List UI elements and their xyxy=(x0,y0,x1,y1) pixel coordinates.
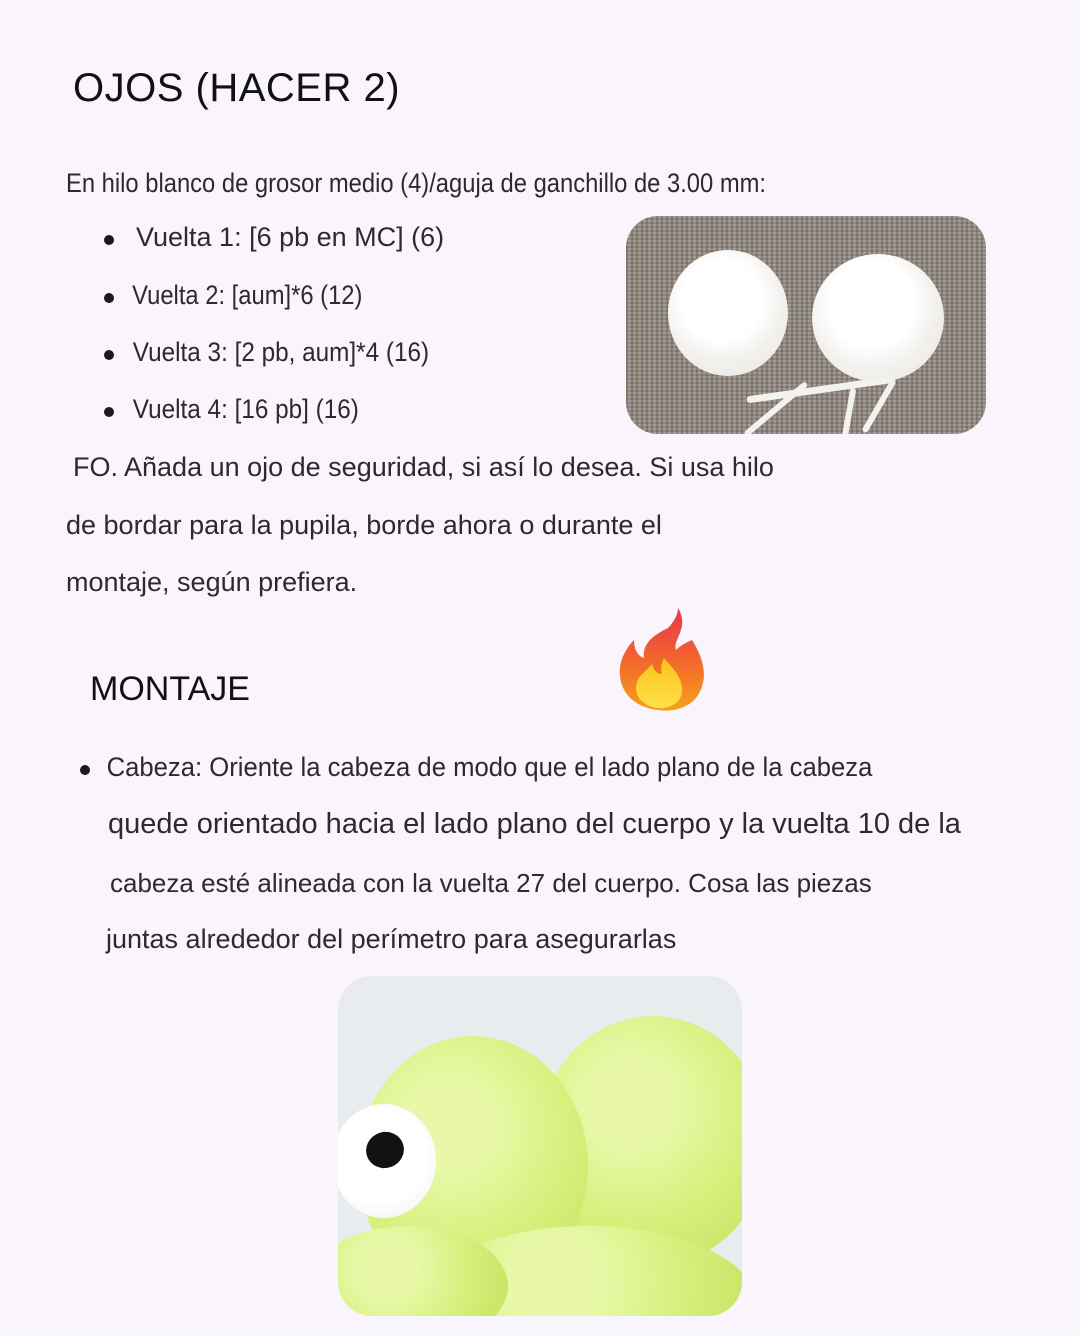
round-list-item xyxy=(104,222,444,253)
green-frog-amigurumi-photo xyxy=(338,976,742,1316)
yarn-tail xyxy=(842,388,857,434)
assembly-text: Cabeza: Oriente la cabeza de modo que el lado plano de la cabeza xyxy=(106,752,873,782)
round-list-item xyxy=(104,337,465,368)
finish-line: montaje, según prefiera. xyxy=(66,567,358,597)
assembly-section-title: MONTAJE xyxy=(90,670,250,708)
round-text: Vuelta 3: [2 pb, aum]*4 (16) xyxy=(132,337,430,367)
eyes-materials-intro: En hilo blanco de grosor medio (4)/aguja de ganchillo de 3.00 mm: xyxy=(66,168,767,198)
round-text: Vuelta 1: [6 pb en MC] (6) xyxy=(136,222,445,252)
finish-line: de bordar para la pupila, borde ahora o durante el xyxy=(66,510,662,540)
assembly-line: juntas alrededor del perímetro para asegurarlas xyxy=(106,924,677,954)
round-list-item xyxy=(104,280,398,311)
assembly-line: cabeza esté alineada con la vuelta 27 del cuerpo. Cosa las piezas xyxy=(110,868,872,898)
round-text: Vuelta 2: [aum]*6 (12) xyxy=(132,280,363,310)
crocheted-eyes-photo xyxy=(626,216,986,434)
assembly-list-item xyxy=(80,752,914,783)
round-text: Vuelta 4: [16 pb] (16) xyxy=(132,394,359,424)
round-list-item xyxy=(104,394,387,425)
eye-ball-right xyxy=(812,254,944,382)
fire-icon xyxy=(612,606,708,712)
assembly-line: quede orientado hacia el lado plano del cuerpo y la vuelta 10 de la xyxy=(108,808,961,840)
finish-line: FO. Añada un ojo de seguridad, si así lo desea. Si usa hilo xyxy=(73,452,774,482)
eyes-section-title: OJOS (HACER 2) xyxy=(73,66,401,110)
yarn-tail xyxy=(746,376,896,404)
yarn-tail xyxy=(743,381,808,434)
yarn-tail xyxy=(861,379,896,434)
eye-ball-left xyxy=(668,250,788,376)
